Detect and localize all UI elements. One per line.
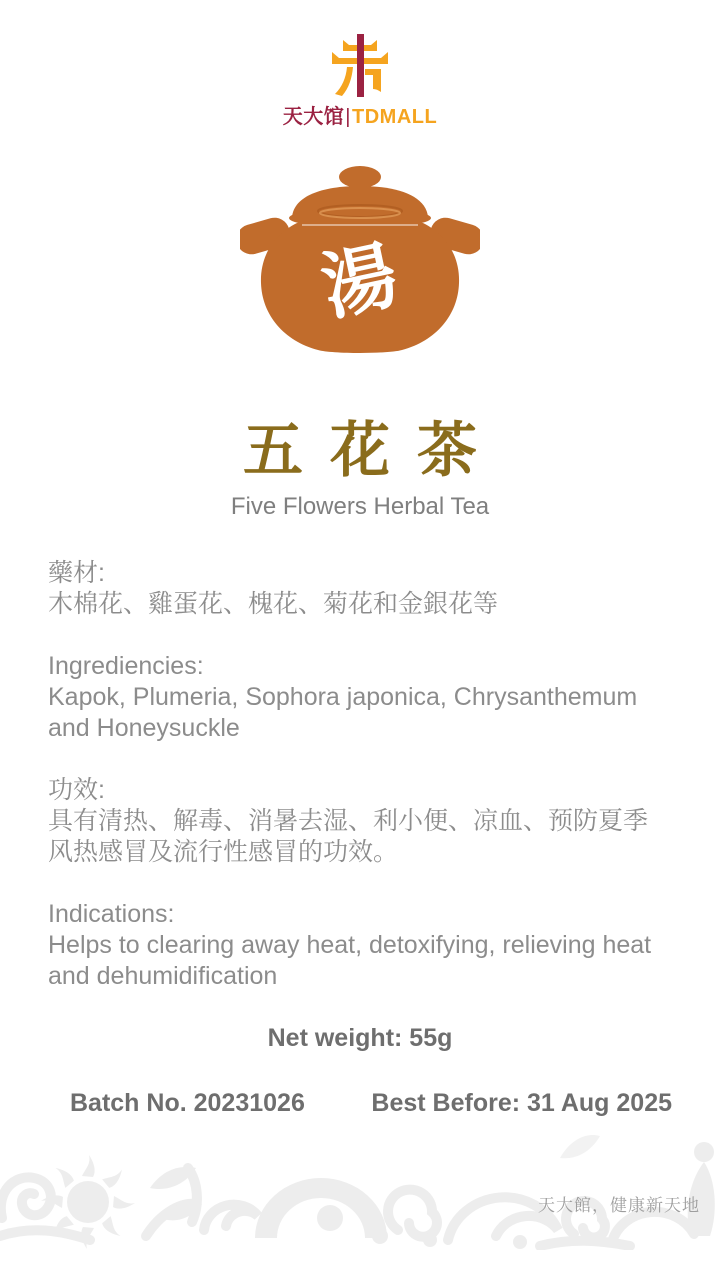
- section-heading: 藥材:: [48, 559, 105, 587]
- cloud-scroll-sun-pattern-icon: [0, 1118, 720, 1250]
- best-before-label: Best Before: 31 Aug 2025: [371, 1089, 672, 1117]
- brand-header: [0, 34, 720, 129]
- batch-number-label: Batch No. 20231026: [70, 1089, 305, 1117]
- section-heading: Ingrediencies:: [48, 652, 204, 680]
- section-ingredients: [48, 651, 672, 744]
- section-body: 木棉花、雞蛋花、槐花、菊花和金銀花等: [48, 590, 499, 618]
- brand-separator: |: [345, 106, 351, 128]
- brand-name-en: TDMALL: [352, 106, 438, 128]
- product-title-block: [0, 416, 720, 521]
- product-title-cn: 五花茶: [243, 416, 504, 486]
- soup-pot-illustration: [240, 163, 480, 368]
- section-heading: 功效:: [48, 776, 105, 804]
- label-content: [48, 558, 672, 1119]
- section-body: 具有清热、解毒、消暑去湿、利小便、凉血、预防夏季风热感冒及流行性感冒的功效。: [48, 807, 649, 866]
- batch-info-row: [48, 1088, 672, 1119]
- brand-slogan: 天大館，健康新天地: [538, 1196, 700, 1215]
- pot-soup-glyph: 湯: [314, 233, 405, 330]
- section-indications: [48, 899, 672, 992]
- brand-name: [0, 100, 720, 129]
- product-title-en: Five Flowers Herbal Tea: [230, 493, 490, 520]
- section-body: Kapok, Plumeria, Sophora japonica, Chrysanthemum and Honeysuckle: [48, 683, 638, 742]
- section-herbs: [48, 558, 672, 620]
- section-efficacy: [48, 775, 672, 868]
- net-weight-label: Net weight: 55g: [267, 1024, 453, 1052]
- brand-name-cn: 天大馆: [282, 106, 345, 128]
- clay-soup-pot-icon: [240, 163, 480, 363]
- section-body: Helps to clearing away heat, detoxifying, relieving heat and dehumidification: [48, 931, 652, 990]
- section-heading: Indications:: [48, 900, 175, 928]
- tdmall-paifang-logo-icon: [320, 34, 400, 98]
